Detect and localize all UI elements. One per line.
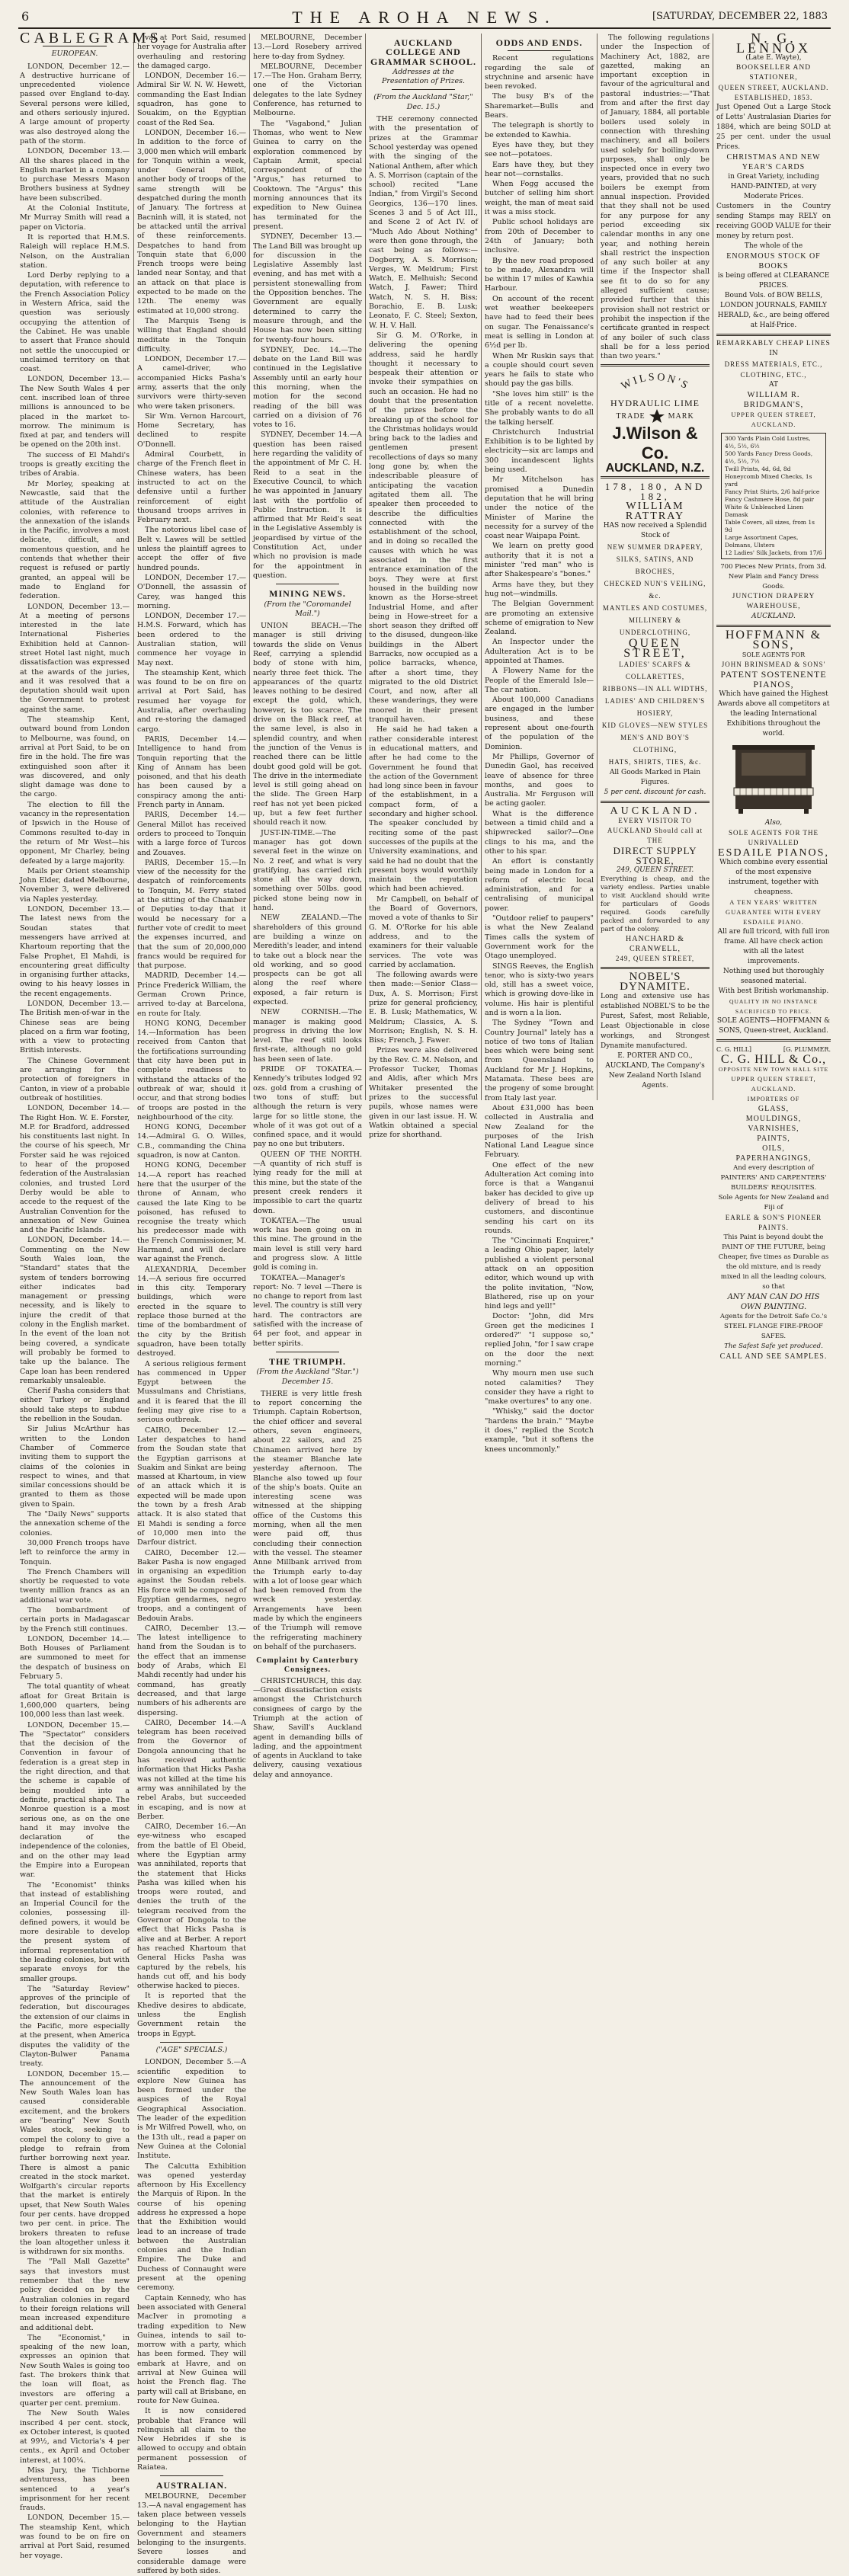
hill-note: This Paint is beyond doubt the PAINT OF THE FUTURE, being Cheaper, five times as Durable as the old mixture, and is ready mixed in all the leading colours, so that	[718, 1234, 829, 1291]
column-1	[20, 30, 170, 2560]
direct-body: Everything is cheap, and the variety endless. Parties unable to visit Auckland should write for particulars of Goods required. Goods carefully packed and forwarded to any part of the colony.	[601, 875, 710, 934]
rattray-discount: 5 per cent. discount for cash.	[604, 789, 706, 797]
ad-line: VARNISHES,	[748, 1125, 799, 1133]
direct-visitor: EVERY VISITOR TO AUCKLAND Should call at THE	[607, 817, 703, 845]
article-paragraph: LONDON, December 17.—A camel-driver, who accompanied Hicks Pasha's army, asserts that the only survivors were thirty-seven who were taken prisoners.	[137, 355, 246, 411]
bridgman-in: IN	[769, 350, 778, 357]
col3-triumph-articles	[253, 1390, 362, 1652]
article-paragraph: TOKATEA.—Manager's report: No. 7 level —There is no change to report from last level. The country is still very hard. The contractors are satisfied with the increase of 64 per foot, and appear in better spirits.	[253, 1273, 362, 1348]
article-paragraph: HONG KONG, December 14.—Information has been received from Canton that the fortifications surrounding that city have been put in complete readiness to withstand the attacks of the outbreak of war, should it occur, and that strong bodies of troops are posted in the neighbourhood of the city.	[137, 1019, 246, 1122]
article-paragraph: At the Colonial Institute, Mr Murray Smith will read a paper on Victoria.	[20, 204, 130, 232]
article-paragraph: LONDON, December 17.—H.M.S. Forward, which has been ordered to the Australian station, will commence her voyage in May next.	[137, 612, 246, 667]
lennox-body: Just Opened Out a Large Stock of Letts' Australasian Diaries for 1884, which are being SOLD at 25 per cent. under the usual Prices.	[716, 104, 831, 151]
article-paragraph: LONDON, December 13.—The New South Wales 4 per cent. inscribed loan of three millions is announced to be placed in the market to-morrow. The minimum is fixed at par, and tenders will be opened on the 20th inst.	[20, 375, 130, 450]
european-subheading: EUROPEAN.	[51, 50, 98, 59]
article-paragraph: MELBOURNE, December 13.—Lord Rosebery arrived here to-day from Sydney.	[253, 34, 362, 61]
ad-line: CHECKED NUN'S VEILING, &c.	[604, 580, 706, 600]
article-paragraph: Prizes were also delivered by the Rev. C. M. Nelson, and Professor Tucker, Thomas and Aldis, after which Mrs Whitaker presented the prizes to the successful pupils, whose names were given in our last issue. H. W. Watkin obtained a special prize for shorthand.	[369, 1046, 478, 1140]
article-paragraph: The "Economist" thinks that instead of establishing an Imperial Council for the colonies, possessing ill-defined powers, it would be more desirable to develop the present system of informal representation of the leading colonies, but with separate envoys for the smaller groups.	[20, 1880, 130, 1983]
age-specials-subhead: ("AGE" SPECIALS.)	[155, 2045, 228, 2054]
earle-paints: EARLE & SON'S PIONEER PAINTS.	[725, 1214, 822, 1231]
col2-articles-2	[137, 2058, 246, 2472]
article-paragraph: THERE is very little fresh to report concerning the Triumph. Captain Robertson, the chief officer and several others, seven engineers, about 22 sailors, and 25 Chinamen arrived here by the steamer Blanche late yesterday afternoon. The Blanche also towed up four of the ship's boats. Quite an interesting scene was witnessed at the shipping office of the Customs this morning, when all the men were paid off, thus concluding their connection with the vessel. The steamer Anne Millbank arrived from the Triumph early to-day with a lot of loose gear which had been removed from the wreck yesterday. Arrangements have been made by which the engineers of the Triumph will remove the refrigerating machinery on behalf of the purchasers.	[253, 1389, 362, 1651]
lennox-ad	[716, 30, 831, 331]
article-paragraph: CAIRO, December 12.—Later despatches to hand from the Soudan state that the Egyptian garrisons at Suakim and Sinkat are being massed at Khartoum, in view of an attack which it is expected will be made upon the town by a fresh Arab attack. It is also stated that El Mahdi is sending a force of 10,000 men into the Darfour district.	[137, 1426, 246, 1547]
column-divider	[249, 34, 250, 1100]
cablegrams-heading: CABLEGRAMS.	[20, 30, 170, 46]
col3-articles	[253, 34, 362, 581]
triumph-source: (From the Auckland "Star.") December 15.	[256, 1368, 359, 1386]
direct-store: DIRECT SUPPLY STORE,	[613, 845, 697, 867]
issue-date: [SATURDAY, DECEMBER 22, 1883	[652, 11, 828, 22]
rattray-ad	[601, 482, 710, 798]
bridgman-at: AT	[768, 381, 778, 389]
article-paragraph: Sir G. M. O'Rorke, in delivering the opening address, said he hardly thought it necessary to bespeak their attention or invoke their sympathies on such an occasion. He had no doubt that the presentation of the prizes before the breaking up of the school for the Christmas holidays would bring back to the ladies and gentlemen present recollections of days so many long gone by, when the indescribable pleasure of anticipating the vacation agitated them all. The speaker then proceeded to describe the difficulties connected with the establishment of the school, and in doing so recalled the causes with which he was associated in the first entrance examination of the boys. They were at first housed in the building now known as the Horse-street Industrial Home, and after being in Howe-street for a short season they drifted off to the disused, dungeon-like buildings in the Albert Barracks, now occupied as a police barracks, whence, after a short time, they migrated to the old District Court, and now, after all these wanderings, they were moored in their present tranquil haven.	[369, 331, 478, 725]
article-paragraph: LONDON, December 17.—O'Donnell, the assassin of Carey, was hanged this morning.	[137, 573, 246, 610]
article-paragraph: Arms have they, but they hug not—windmills.	[485, 580, 594, 598]
hoffmann-sole-agents: SOLE AGENTS—HOFFMANN & SONS, Queen-street, Auckland.	[716, 1017, 831, 1035]
article-paragraph: The Belgian Government are promoting an extensive scheme of emigration to New Zealand.	[485, 600, 594, 637]
ad-line: Table Covers, all sizes, from 1s 9d	[725, 519, 815, 533]
hill-importers: IMPORTERS OF	[747, 1096, 800, 1102]
bridgman-more: 700 Pieces New Prints, from 3d. New Plain and Fancy Dress Goods.	[720, 563, 827, 590]
hoffmann-maker: JOHN BRINSMEAD & SONS'	[721, 661, 826, 668]
bridgman-ad	[716, 339, 831, 622]
ad-line: 12 Ladies' Silk Jackets, from 17/6	[725, 549, 822, 556]
college-heading: AUCKLAND COLLEGE AND GRAMMAR SCHOOL.	[370, 37, 476, 67]
article-paragraph: CAIRO, December 12.—Baker Pasha is now engaged in organising an expedition against the Soudan rebels. His force will be composed of Egyptian gendarmes, negro troops, and a contingent of Bedouin Arabs.	[137, 1548, 246, 1623]
article-paragraph: The Marquis Tseng is willing that England should meditate in the Tonquin difficulty.	[137, 316, 246, 354]
masthead	[18, 8, 831, 29]
article-paragraph: Mr Phillips, Governor of Dunedin Gaol, has received leave of absence for three months, and goes to Australia. Mr Ferguson will be acting gaoler.	[485, 752, 594, 808]
ad-line: 300 Yards Plain Cold Lustres, 4½, 5½, 6½	[725, 435, 811, 450]
article-paragraph: CAIRO, December 14.—A telegram has been received from the Governor of Dongola announcing that he has received authentic information that Hicks Pasha was not killed at the time his army was annihilated by the rebel Arabs, but succeeded in escaping, and is now at Berber.	[137, 1718, 246, 1821]
lennox-whole: The whole of the	[744, 242, 803, 250]
article-paragraph: Mr Mitchelson has promised a Dunedin deputation that he will bring under the notice of the Minister of Marine the necessity for a survey of the coast near Waipapa Point.	[485, 475, 594, 541]
article-paragraph: About £31,000 has been collected in Australia and New Zealand for the purposes of the Irish National Land League since February.	[485, 1103, 594, 1160]
wilson-city: AUCKLAND, N.Z.	[605, 462, 705, 475]
article-paragraph: PARIS, December 14.—Intelligence to hand from Tonquin reporting that the King of Annam has been poisoned, and that his death has been caused by a conspiracy among the anti-French party in Annam.	[137, 734, 246, 810]
column-divider	[597, 34, 598, 1100]
hill-slogan: ANY MAN CAN DO HIS OWN PAINTING.	[727, 1293, 820, 1311]
lennox-street: QUEEN STREET, AUCKLAND.	[718, 84, 829, 91]
article-paragraph: UNION BEACH.—The manager is still driving towards the slide on Venus Reef, carrying a splendid body of stone with him, nearly three feet thick. The appearances of the quartz leaves nothing to be desired except the gold, which, however, is too scarce. The drive on the Black reef, at the same level, is also in splendid country, and when the junction of the Venus is reached there can be little doubt good gold will be got. The drive in the intermediate level is still going ahead on the slide. The Green Harp reef has not yet been picked up, but a few feet further should reach it now.	[253, 622, 362, 827]
article-paragraph: 30,000 French troops have left to reinforce the army in Tonquin.	[20, 1538, 130, 1566]
article-paragraph: Why mourn men use such noted calamities? They consider they have a right to "make overtures" to any one.	[485, 1369, 594, 1406]
article-paragraph: PRIDE OF TOKATEA.—Kennedy's tributes lodged 92 ozs. gold from a crushing of two tons of stuff; but although the return is very large for so little stone, the whole of it was got out of a confined space, and it would pay no one but tributers.	[253, 1065, 362, 1149]
trade-label: TRADE	[616, 411, 646, 421]
article-paragraph: "Outdoor relief to paupers" is what the New Zealand Times calls the system of Government work for the Otago unemployed.	[485, 914, 594, 961]
article-paragraph: Doctor: "John, did Mrs Green get the medicines I ordered?" "I suppose so," replied John, "for I saw crape on the door the next morning."	[485, 1312, 594, 1368]
article-paragraph: NEW ZEALAND.—The shareholders of this ground are building a winze on Meredith's leader, and intend to take out a block near the old working, and so good prospects can be got all along the reef where exposed, a fair return is expected.	[253, 914, 362, 1006]
rattray-footer: All Goods Marked in Plain Figures.	[609, 769, 701, 787]
article-paragraph: LONDON, December 15.—The announcement of the New South Wales loan has caused considerable excitement, and the brokers are "bearing" New South Wales stock, seeking to compel the colony to give a pledge to refrain from further borrowing next year. There is almost a panic created in the stock market. Wolfgarth's circular reports that the market is entirely upset, that New South Wales four per cents. have dropped two per cent. in price. The brokers threaten to refuse the loan altogether unless it is withdrawn for six months.	[20, 2069, 130, 2257]
complaint-heading: Complaint by Canterbury Consignees.	[256, 1656, 359, 1675]
mining-news-heading: MINING NEWS.	[269, 588, 346, 600]
hoffmann-body: Which have gained the Highest Awards above all competitors at the leading International Exhibitions throughout the world.	[717, 690, 830, 738]
direct-city: AUCKLAND.	[610, 805, 700, 818]
article-paragraph: Sir Wm. Vernon Harcourt, Home Secretary, has declined to respite O'Donnell.	[137, 411, 246, 449]
ad-line: MILLINERY & UNDERCLOTHING,	[619, 616, 691, 637]
hill-every: And every description of PAINTERS' AND CARPENTERS' BUILDERS' REQUISITES.	[720, 1164, 827, 1192]
article-paragraph: Mr Campbell, on behalf of the Board of Governors, moved a vote of thanks to Sir G. M. O'Rorke for his able address, and to the examiners for their valuable services. The vote was carried by acclamation.	[369, 894, 478, 969]
lennox-enormous: ENORMOUS STOCK OF BOOKS	[726, 252, 821, 270]
article-paragraph: Captain Kennedy, who has been associated with General MacIver in promoting a trading expedition to New Guinea, intends to sail to-morrow with a party, which has been formed. They will embark at Havre, and on arrival at New Guinea will hoist the French flag. The party will call at Brisbane, en route for New Guinea.	[137, 2293, 246, 2405]
article-paragraph: Sir Julius McArthur has written to the London Chamber of Commerce inviting them to support the claims of the colonies in respect to wines, and that similar concessions should be granted to them as those given to Spain.	[20, 1425, 130, 1509]
ad-line: CLOTHING, ETC.,	[740, 371, 807, 379]
article-paragraph: SINGS Reeves, the English tenor, who is sixty-two years old, still has a sweet voice, which is growing dove-like in volume. His hair is plentiful and is worn a la lion.	[485, 962, 594, 1017]
article-paragraph: The notorious libel case of Belt v. Lawes will be settled unless the plaintiff agrees to accept the offer of five hundred pounds.	[137, 526, 246, 572]
bridgman-name: WILLIAM R. BRIDGMAN'S,	[743, 391, 804, 409]
article-paragraph: HONG KONG, December 14.—A report has reached here that the usurper of the throne of Annam, who caused the late King to be poisoned, has refused to recognise the treaty which his predecessor made with the French Commissioner, M. Harmand, and will declare war against the French.	[137, 1161, 246, 1264]
article-paragraph: Ears have they, but they hear not—cornstalks.	[485, 160, 594, 178]
col6-articles	[601, 34, 710, 361]
mining-news-source: (From the "Coromandel Mail.")	[264, 600, 351, 618]
svg-text:WILSON'S	[619, 372, 690, 392]
article-paragraph: CAIRO, December 13.—The latest intelligence to hand from the Soudan is to the effect that an immense body of Arabs, which El Mahdi recently had under his command, has greatly decreased, and that large numbers of his adherents are dispersing.	[137, 1624, 246, 1717]
article-paragraph: The following awards were then made:—Senior Class—Dux, A. S. Morrison; First prize for general proficiency, E. B. Lusk; Mathematics, W. Meldrum; Classics, A. S. Morrison; English, N. S. H. Biss; French, J. Fawer.	[369, 971, 478, 1045]
ad-line: White & Unbleached Linen Damask	[725, 504, 804, 518]
article-paragraph: An Inspector under the Adulteration Act is to be appointed at Thames.	[485, 638, 594, 665]
hill-goods	[716, 1104, 831, 1163]
article-paragraph: QUEEN OF THE NORTH.—A quantity of rich stuff is lying ready for the mill at this mine, but the state of the present creek renders it impossible to cart the quartz down.	[253, 1150, 362, 1215]
article-paragraph: When Fogg accused the butcher of selling him short weight, the man of meat said it was a miss stock.	[485, 180, 594, 217]
australian-heading: AUSTRALIAN.	[155, 2480, 228, 2491]
lennox-country: Customers in the Country sending Stamps may RELY on receiving GOOD VALUE for their money by return post.	[716, 203, 831, 240]
hoffmann-workmanship: With best British workmanship.	[718, 987, 829, 995]
article-paragraph: Admiral Courbett, in charge of the French fleet in Chinese waters, has been instructed to act on the defensive until a further reinforcement of eight thousand troops arrives in February next.	[137, 450, 246, 525]
hoffmann-patent: PATENT SOSTENENTE PIANOS,	[720, 669, 827, 690]
article-paragraph: SYDNEY, Dec. 14.—The debate on the Land Bill was continued in the Legislative Assembly until an early hour this morning, when the motion for the second reading of the bill was carried on a division of 76 votes to 16.	[253, 345, 362, 430]
lennox-xmas-2: in Great Variety, including HAND-PAINTED, at very Moderate Prices.	[728, 173, 819, 200]
wilson-brand: WILSON'S	[619, 372, 691, 393]
col5-articles	[485, 54, 594, 1454]
article-paragraph: The busy B's of the Sharemarket—Bulls and Bears.	[485, 92, 594, 120]
article-paragraph: Recent regulations regarding the sale of strychnine and arsenic have been revoked.	[485, 54, 594, 91]
column-divider	[365, 34, 366, 1100]
ad-line: PAINTS,	[757, 1134, 790, 1143]
article-paragraph: The steamship Kent, outward bound from London to Melbourne, was found, on arrival at Port Said, to be on fire in the hold. The fire was extinguished soon after it was discovered, and only slight damage was done to the cargo.	[20, 715, 130, 799]
article-paragraph: The success of El Mahdi's troops is greatly exciting the tribes of Arabia.	[20, 450, 130, 478]
hoffmann-agents: SOLE AGENTS FOR	[742, 651, 806, 658]
article-paragraph: The Chinese Government are arranging for the protection of foreigners in Canton, in view of a probable outbreak of hostilities.	[20, 1056, 130, 1102]
hoffmann-ad	[716, 630, 831, 1036]
nobel-body: Long and extensive use has established NOBEL'S to be the Purest, Safest, most Reliable, Least Objectionable in close workings, and Strongest Dynamite manufactured.	[601, 993, 710, 1051]
article-paragraph: Cherif Pasha considers that either Turkey or England should take steps to subdue the rebellion in the Soudan.	[20, 1387, 130, 1424]
ad-line: LADIES' AND CHILDREN'S HOSIERY,	[604, 697, 706, 718]
article-paragraph: The "Economist," in speaking of the new loan, expresses an opinion that New South Wales is going too fast. The brokers think that the loan will float, as investors are offering a quarter per cent. premium.	[20, 2333, 130, 2408]
hoffmann-also: Also,	[764, 819, 783, 827]
nobel-agents: E. PORTER AND CO., AUCKLAND, The Company's New Zealand North Island Agents.	[605, 1052, 705, 1090]
article-paragraph: It is reported that H.M.S. Raleigh will replace H.M.S. Nelson, on the Australian station.	[20, 232, 130, 270]
column-divider	[481, 34, 482, 1100]
article-paragraph: LONDON, December 14.—Commenting on the New South Wales loan, the "Standard" states that the system of tenders borrowing either indicates bad management or pressing necessity, and is likely to injure the credit of that colony in the English market. In the event of the loan not being covered, a syndicate will probably be formed to take up the balance. The Cape loan has been rendered remarkably unsaleable.	[20, 1236, 130, 1385]
ad-line: PAPERHANGINGS,	[735, 1154, 812, 1163]
article-paragraph: One effect of the new Adulteration Act coming into force is that a Wanganui baker has decided to give up delivery of bread to his customers, and discontinue sending his cart on its rounds.	[485, 1160, 594, 1235]
article-paragraph: LONDON, December 14.—Both Houses of Parliament are summoned to meet for the despatch of business on February 5.	[20, 1634, 130, 1682]
hill-partner-right: [G. PLUMMER.	[783, 1046, 831, 1053]
bridgman-lines	[716, 359, 831, 380]
bridgman-address: UPPER QUEEN STREET, AUCKLAND.	[731, 411, 816, 428]
article-paragraph: Public school holidays are from 20th of December to 24th of January; both inclusive.	[485, 218, 594, 255]
lennox-name: N. G. LENNOX	[736, 30, 811, 56]
ad-line: LADIES' SCARFS & COLLARETTES,	[619, 661, 691, 681]
hoffmann-name: HOFFMANN & SONS,	[725, 629, 822, 651]
ad-line: Fancy Cashmere Hose, 8d pair	[725, 496, 814, 503]
article-paragraph: LONDON, December 15.—The steamship Kent, which was found to be on fire on arrival at Port Said, resumed her voyage.	[20, 2514, 130, 2560]
article-paragraph: About 100,000 Canadians are engaged in the lumber business, and these represent about one-fourth of the population of the Dominion.	[485, 696, 594, 751]
direct-owners-address: 249, QUEEN STREET,	[615, 955, 695, 963]
article-paragraph: LONDON, December 13.—The British men-of-war in the Chinese seas are being placed on a firm war footing, with a view to protecting British interests.	[20, 999, 130, 1055]
hydraulic-lime: HYDRAULIC LIME	[610, 398, 700, 409]
article-paragraph: LONDON, December 15.—The "Spectator" considers that the decision of the Convention in favour of federation is a great step in the right direction, and that the scheme is capable of being moulded into a definite, practical shape. The Monroe question is a most serious one, as on the one hand it may involve the declaration of the independence of the colonies, and on the other may lead the Empire into a European war.	[20, 1720, 130, 1880]
article-paragraph: Christchurch Industrial Exhibition is to be lighted by electricity—six arc lamps and 300 incandescent lights being used.	[485, 427, 594, 475]
triumph-heading: THE TRIUMPH.	[268, 1355, 347, 1367]
article-paragraph: HONG KONG, December 14.—Admiral G. O. Willes, C.B., commanding the China squadron, is now at Canton.	[137, 1123, 246, 1160]
rattray-address: 178, 180, AND 182,	[604, 481, 706, 503]
article-paragraph: SYDNEY, December 13.—The Land Bill was brought up for discussion in the Legislative Assembly last evening, and has met with a persistent stonewalling from the Opposition benches. The Government are equally determined to carry the measure through, and the House has now been sitting for twenty-four hours.	[253, 232, 362, 344]
article-paragraph: Mr Morley, speaking at Newcastle, said that the attitude of the Australian colonies, with reference to the annexation of the islands in the Pacific, involves a most delicate, difficult, and momentous question, and he contends that whether their request is refused or partly granted, an appeal will be made to England for federation.	[20, 479, 130, 601]
article-paragraph: TOKATEA.—The usual work has been going on in this mine. The ground in the main level is still very hard and progress slow. A little gold is coming in.	[253, 1216, 362, 1272]
ad-line: Fancy Print Shirts, 2/6 half-price	[725, 488, 820, 495]
odds-and-ends-heading: ODDS AND ENDS.	[495, 37, 583, 48]
hill-ad	[716, 1045, 831, 1362]
article-paragraph: MELBOURNE, December 13.—A naval engagement has taken place between vessels belonging to the Haytian Government and steamers belonging to the insurgents. Severe losses and considerable damage were suffered by both sides.	[137, 2491, 246, 2575]
hoffmann-sole: SOLE AGENTS FOR THE UNRIVALLED	[728, 829, 819, 846]
article-paragraph: An effort is constantly being made in London for a reform of electric local administration, and for a centralising of municipal power.	[485, 857, 594, 913]
hoffmann-trichord: All are full tricord, with full iron frame. All have check action with all the latest improvements.	[717, 928, 830, 965]
col3-complaint-articles	[253, 1677, 362, 1780]
ad-line: RIBBONS—IN ALL WIDTHS,	[602, 685, 708, 693]
hill-street: UPPER QUEEN STREET, AUCKLAND.	[731, 1075, 816, 1093]
wilsons-arched-logo-icon	[610, 370, 701, 395]
article-paragraph: CAIRO, December 16.—An eye-witness who escaped from the battle of El Obeid, where the Egyptian army was annihilated, reports that the statement that Hicks Pasha was killed when his troops were routed, and denies the truth of the telegram received from the Governor of Dongola to the effect that Hicks Pasha is alive and at Berber. A report has reached Khartoum that General Hicks Pasha was captured by the rebels, his hands cut off, and his body otherwise hacked to pieces.	[137, 1822, 246, 1991]
article-paragraph: On account of the recent wet weather beekeepers have had to feed their bees on sugar. The Fenaissance's meat is selling in London at 6½d per lb.	[485, 294, 594, 350]
ad-line: OILS,	[762, 1144, 785, 1153]
ad-line: SILKS, SATINS, AND BROCHES,	[616, 555, 694, 576]
hill-sole: Sole Agents for New Zealand and Fiji of	[718, 1194, 829, 1211]
article-paragraph: What is the difference between a timid child and a shipwrecked sailor?—One clings to his ma, and the other to his spar.	[485, 809, 594, 856]
bridgman-headline: REMARKABLY CHEAP LINES	[716, 340, 831, 347]
lennox-late: (Late E. Wayte),	[745, 54, 802, 62]
piano-illustration-icon	[728, 742, 819, 815]
star-trademark-icon	[649, 408, 665, 424]
article-paragraph: "Whisky," said the doctor "hardens the brain." "Maybe it does," replied the Scotch example, "but it softens the knees uncommonly."	[485, 1407, 594, 1454]
column-divider	[133, 34, 134, 1100]
col2-articles	[137, 34, 246, 2039]
article-paragraph: The "Saturday Review" approves of the principle of federation, but discourages the extension of our claims in the Pacific, more especially at the present, when America disputes the validity of the Clayton-Bulwer Panama treaty.	[20, 1984, 130, 2069]
hill-safest: The Safest Safe yet produced.	[724, 1342, 823, 1350]
ad-line: GLASS,	[758, 1105, 790, 1113]
wilson-lime-ad	[601, 370, 710, 473]
article-paragraph: MELBOURNE, December 17.—The Hon. Graham Berry, one of the Victorian delegates to the late Sydney Conference, has returned to Melbourne.	[253, 62, 362, 118]
article-paragraph: It is now considered probable that France will relinquish all claim to the New Hebrides if she is allowed to occupy and obtain permanent possession of Raiatea.	[137, 2407, 246, 2472]
article-paragraph: LONDON, December 12.—A destructive hurricane of unprecedented violence passed over England to-day. Several persons were killed, and others seriously injured. A large amount of property was also destroyed along the path of the storm.	[20, 62, 130, 146]
column-2	[137, 34, 246, 2575]
article-paragraph: A serious religious ferment has commenced in Upper Egypt between the Mussulmans and Christians, and it is feared that the ill feeling may give rise to a serious outbreak.	[137, 1359, 246, 1425]
article-paragraph: The "Daily News" supports the annexation scheme of the colonies.	[20, 1510, 130, 1538]
article-paragraph: LONDON, December 13.—All the shares placed in the English market in a company to purchase Messrs Mason Brothers business at Sydney have been subscribed.	[20, 147, 130, 203]
page-number: 6	[21, 9, 30, 24]
junction-warehouse: JUNCTION DRAPERY WAREHOUSE,	[732, 593, 815, 610]
article-paragraph: When Mr Ruskin says that a couple should court seven years he fails to state who should pay the gas bills.	[485, 351, 594, 389]
hill-safes: Agents for the Detroit Safe Co.'s STEEL FLANGE FIRE-PROOF SAFES.	[719, 1313, 828, 1340]
article-paragraph: Lord Derby replying to a deputation, with reference to the French Association Policy in Western Africa, said the question was seriously occupying the attention of the Cabinet. He was unable to assert that France should not settle the unoccupied or unclaimed territory on that coast.	[20, 271, 130, 374]
rattray-lines-2	[601, 658, 710, 768]
article-paragraph: LONDON, December 16.—In addition to the force of 3,000 men which will embark for Tonquin within a week, under General Millot, another body of troops of the same strength will be despatched during the month of January. The fortress at Bacninh will, it is stated, not be attacked until the arrival of these reinforcements. Despatches to hand from Tonquin state that 6,000 French troops were being landed near Sontay, and that an attack on that place is expected to be made on the 12th. The enemy was estimated at 10,000 strong.	[137, 128, 246, 315]
hoffmann-seasoned: Nothing used but thoroughly seasoned material.	[722, 968, 825, 985]
esdaile-pianos: ESDAILE PIANOS,	[718, 847, 829, 859]
article-paragraph: The French Chambers will shortly be requested to vote twenty million francs as an additional war vote.	[20, 1567, 130, 1605]
article-paragraph: The "Pall Mall Gazette" says that investors must remember that the new policy decided on by the Australian colonies in regard to their foreign relations will mean increased expenditure and additional debt.	[20, 2258, 130, 2332]
ad-line: 500 Yards Fancy Dress Goods, 4½, 5½, 7½	[725, 450, 813, 465]
column-6	[601, 34, 710, 1100]
article-paragraph: He said he had taken a rather considerable interest in educational matters, and after he had come to the Government he found that the action of the Government had long since been in favour of the establishment, in a compact form, of a secondary and higher school. The speaker concluded by reciting some of the past successes of the pupils at the University examinations, and said he had no doubt that the present boys would worthily maintain the reputation which had been achieved.	[369, 725, 478, 894]
hill-call: CALL AND SEE SAMPLES.	[719, 1352, 828, 1361]
college-subheading: Addresses at the Presentation of Prizes.	[381, 67, 466, 86]
nobel-title: NOBEL'S DYNAMITE.	[620, 971, 690, 994]
direct-owners: HANCHARD & CRANWELL,	[626, 935, 684, 954]
article-paragraph: By the new road proposed to be made, Alexandra will be within 17 miles of Kawhia Harbour.	[485, 256, 594, 293]
col4-articles	[369, 115, 478, 1140]
lennox-trade: BOOKSELLER AND STATIONER,	[735, 64, 812, 82]
article-paragraph: CHRISTCHURCH, this day.—Great dissatisfaction exists amongst the Christchurch consignees of cargo by the Triumph at the action of Shaw, Savill's Auckland agent in demanding bills of lading, and the appointment of agents in Auckland to take delivery, causing vexatious delay and annoyance.	[253, 1676, 362, 1779]
direct-supply-ad	[601, 806, 710, 964]
col2-articles-3	[137, 2492, 246, 2576]
ad-line: Honeycomb Mixed Checks, 1s yard	[725, 473, 812, 488]
bridgman-price-list	[721, 433, 826, 559]
article-paragraph: The Sydney "Town and Country Journal" lately has a notice of two tons of Italian bees which were being sent from Queensland to Auckland for Mr J. Hopkins, Matamata. These bees are the progeny of some brought from Italy last year.	[485, 1019, 594, 1102]
ad-line: HATS, SHIRTS, TIES, &c.	[608, 758, 702, 766]
rattray-name: WILLIAM RATTRAY	[625, 501, 685, 523]
ad-line: MEN'S AND BOY'S CLOTHING,	[620, 734, 690, 754]
article-paragraph: The election to fill the vacancy in the representation of Ipswich in the House of Commons resulted to-day in the return of Mr West—his opponent, Mr Charley, being defeated by a large majority.	[20, 800, 130, 866]
article-paragraph: JUST-IN-TIME.—The manager has got down several feet in the winze on No. 2 reef, and what is very gratifying, has carried rich stone all the way down, something over 50lbs. good picked stone being now in hand.	[253, 828, 362, 913]
college-source: (From the Auckland "Star," Dec. 15.)	[373, 93, 473, 111]
ad-line: NEW SUMMER DRAPERY,	[607, 543, 703, 552]
article-paragraph: LONDON, December 5.—A scientific expedition to explore New Guinea has been formed under the auspices of the Royal Geographical Association. The leader of the expedition is Mr Wilfred Powell, who, on the 13th ult., read a paper on New Guinea at the Colonial Institute.	[137, 2058, 246, 2161]
wilson-maker: J.Wilson & Co.	[612, 424, 698, 463]
article-paragraph: The "Vagabond," Julian Thomas, who went to New Guinea to carry on the exploration commenced by Captain Armit, special correspondent of the "Argus," has returned to Cooktown. The "Argus" this morning announces that its expedition to New Guinea has terminated for the present.	[253, 119, 362, 231]
rattray-intro: HAS now received a Splendid Stock of	[603, 522, 707, 540]
article-paragraph: The bombardment of certain ports in Madagascar by the French still continues.	[20, 1605, 130, 1634]
ad-line: Twill Prints, 4d, 6d, 8d	[725, 466, 791, 472]
article-paragraph: PARIS, December 15.—In view of the necessity for the despatch of reinforcements to Tonquin, M. Ferry stated at the sitting of the Chamber of Deputies to-day that it would be necessary for a further vote of credit to meet the expenses incurred, and that the sum of 20,000,000 francs would be required for that purpose.	[137, 858, 246, 971]
hill-name: C. G. HILL & Co.,	[720, 1053, 827, 1066]
article-paragraph: The following regulations under the Inspection of Machinery Act, 1882, are gazetted, making an important exception in favour of the agricultural and pastoral industries:—"That from and after the first day of January, 1884, all portable boilers used solely in connection with threshing machinery, and all boilers used solely for boiling-down purposes, shall only be inspected once in every two years, provided that no such boilers be exempt from annual inspection. Provided that they shall not be used for any purpose for any period exceeding six calendar months in any one year, and nothing herein shall restrict the inspection of any such boiler at any time if the Inspector shall see fit to do so for any alleged sufficient cause; provided further that this provision shall not restrict or prohibit the inspection if the certificate granted in respect of any boiler of such class shall be for a less period than two years."	[601, 34, 710, 361]
article-paragraph: The telegraph is shortly to be extended to Kawhia.	[485, 121, 594, 139]
col1-articles	[20, 62, 130, 2561]
rattray-street: QUEEN STREET,	[623, 637, 687, 661]
lennox-bound: Bound Vols. of BOW BELLS, LONDON JOURNALS, FAMILY HERALD, &c., are being offered at Half-Price.	[717, 292, 830, 329]
article-paragraph: MADRID, December 14.—Prince Frederick William, the German Crown Prince, arrived to-day at Barcelona, en route for Italy.	[137, 971, 246, 1018]
hoffmann-guarantee: A TEN YEARS' WRITTEN GUARANTEE WITH EVERY ESDAILE PIANO.	[725, 898, 822, 926]
article-paragraph: Mails per Orient steamship John Elder, dated Melbourne, November 3, were delivered via Naples yesterday.	[20, 866, 130, 904]
col3-mining-articles	[253, 622, 362, 1349]
article-paragraph: THE ceremony connected with the presentation of prizes at the Grammar School yesterday was opened with the singing of the National Anthem, after which A. S. Morrison (captain of the school) recited "Lane Indian," from Virgil's Second Georgics, 136—170 lines. Scenes 3 and 5 of Act III., and Scene 2 of Act IV. of "Much Ado About Nothing" were then gone through, the cast being as follows:—Dogberry, A. S. Morrison; Verges, W. Meldrum; First Watch, E. Melhuish; Second Watch, J. Fawer; Third Watch, N. S. H. Biss; Borachio, E. B. Lusk; Leonato, F. C. Steel; Sexton, W. H. V. Hall.	[369, 115, 478, 330]
article-paragraph: Eyes have they, but they see not—potatoes.	[485, 140, 594, 159]
article-paragraph: ALEXANDRIA, December 14.—A serious fire occurred in this city. Temporary buildings, which were erected in the square to replace those burned at the time of the bombardment of the city by the British squadron, have been totally destroyed.	[137, 1265, 246, 1358]
article-paragraph: The Calcutta Exhibition was opened yesterday afternoon by His Excellency the Marquis of Ripon. In the course of his opening address he expressed a hope that the Exhibition would lead to an increase of trade between the Australian colonies and the Indian Empire. The Duke and Duchess of Connaught were present at the opening ceremony.	[137, 2162, 246, 2293]
nobel-dynamite-ad	[601, 972, 710, 1091]
direct-street: 249, QUEEN STREET.	[616, 866, 694, 875]
hill-address: OPPOSITE NEW TOWN HALL SITE	[718, 1066, 829, 1073]
column-4	[369, 34, 478, 1140]
lennox-established: ESTABLISHED, 1853.	[734, 94, 813, 101]
article-paragraph: The New South Wales inscribed 4 per cent. stock, ex October interest, is quoted at 99½, and Victoria's 4 per cents., ex April and October interest, at 100¼.	[20, 2409, 130, 2465]
article-paragraph: PARIS, December 14.—General Millot has received orders to proceed to Tonquin with a large force of Turcos and Zouaves.	[137, 811, 246, 857]
article-paragraph: The "Cincinnati Enquirer," a leading Ohio paper, lately published a violent personal attack on an opposition editor, which wound up with the polite invitation, "Now, Blathered, rise up on your hind legs and yell!"	[485, 1237, 594, 1311]
article-paragraph: LONDON, December 14.—The Right Hon. W. E. Forster, M.P. for Bradford, addressed his constituents last night. In the course of his speech, Mr Forster said he was rejoiced to hear of the proposed federation of the Australasian colonies, and trusted Lord Derby would be able to accede to the request of the Australian Convention for the annexation of New Guinea and the Pacific Islands.	[20, 1104, 130, 1235]
newspaper-title: THE AROHA NEWS.	[292, 8, 557, 27]
column-5	[485, 34, 594, 1454]
lennox-xmas: CHRISTMAS AND NEW YEAR'S CARDS	[726, 153, 821, 171]
article-paragraph: LONDON, December 13.—At a meeting of persons interested in the late International Fisheries Exhibition held at Cannon-street Hotel last night, much dissatisfaction was expressed at the awards of the juries, and it was resolved that a deputation should wait upon the Government to protest against the same.	[20, 602, 130, 714]
article-paragraph: NEW CORNISH.—The manager is making good progress in driving the low level. The reef still looks first-rate, although no gold has been seen of late.	[253, 1008, 362, 1064]
hill-partner-left: C. G. HILL]	[716, 1046, 751, 1053]
article-paragraph: It is reported that the Khedive desires to abdicate, unless the English Government retain the troops in Egypt.	[137, 1992, 246, 2038]
article-paragraph: LONDON, December 13.—The latest news from the Soudan states that messengers have arrived at Khartoum reporting that the False Prophet, El Mahdi, is encountering great difficulty in organising further attacks, owing to his heavy losses in the recent engagements.	[20, 905, 130, 998]
rattray-lines	[601, 541, 710, 638]
ad-line: DRESS MATERIALS, ETC.,	[724, 360, 823, 368]
mark-label: MARK	[668, 411, 694, 421]
article-paragraph: The total quantity of wheat afloat for Great Britain is 1,600,000 quarters, being 100,000 less than last week.	[20, 1682, 130, 1720]
ad-line: Large Assortment Capes, Dolmans, Ulsters	[725, 534, 799, 549]
article-paragraph: A Flowery Name for the People of the Emerald Isle—The car nation.	[485, 667, 594, 694]
bridgman-city: AUCKLAND.	[751, 613, 796, 620]
ad-line: MOULDINGS,	[745, 1115, 802, 1123]
article-paragraph: SYDNEY, December 14.—A question has been raised here regarding the validity of the appointment of Mr C. H. Reid to a seat in the Executive Council, to which he was appointed in January last with the portfolio of Public Instruction. It is affirmed that Mr Reid's seat in the Legislative Assembly is jeopardised by virtue of the Constitution Act, under which no provision is made for the appointment in question.	[253, 430, 362, 580]
article-paragraph: val at Port Said, resumed her voyage for Australia after overhauling and restoring the damaged cargo.	[137, 34, 246, 70]
ad-line: MANTLES AND COSTUMES,	[602, 604, 708, 613]
article-paragraph: We learn on pretty good authority that it is not a minister "red man" who is after Shakespeare's "bones."	[485, 542, 594, 579]
article-paragraph: The steamship Kent, which was found to be on fire on arrival at Port Said, has resumed her voyage for Australia, after overhauling and re-storing the damaged cargo.	[137, 668, 246, 734]
hoffmann-quality: QUALITY IN NO INSTANCE SACRIFICED TO PRICE.	[729, 998, 818, 1015]
column-3	[253, 34, 362, 1779]
article-paragraph: Miss Jury, the Tichborne adventuress, has been sentenced to a year's imprisonment for her recent frauds.	[20, 2466, 130, 2513]
hoffmann-body-2: Which combine every essential of the most expensive instrument, together with cheapness.	[719, 859, 828, 896]
article-paragraph: "She loves him still" is the title of a recent novelette. She probably wants to do all the talking herself.	[485, 389, 594, 427]
article-paragraph: LONDON, December 16.—Admiral Sir W. N. W. Hewett, commanding the East Indian squadron, has gone to Souakim, on the Egyptian coast of the Red Sea.	[137, 72, 246, 127]
lennox-clearance: is being offered at CLEARANCE PRICES.	[717, 272, 830, 290]
column-7	[716, 30, 831, 1361]
ad-line: KID GLOVES—NEW STYLES	[601, 722, 709, 730]
